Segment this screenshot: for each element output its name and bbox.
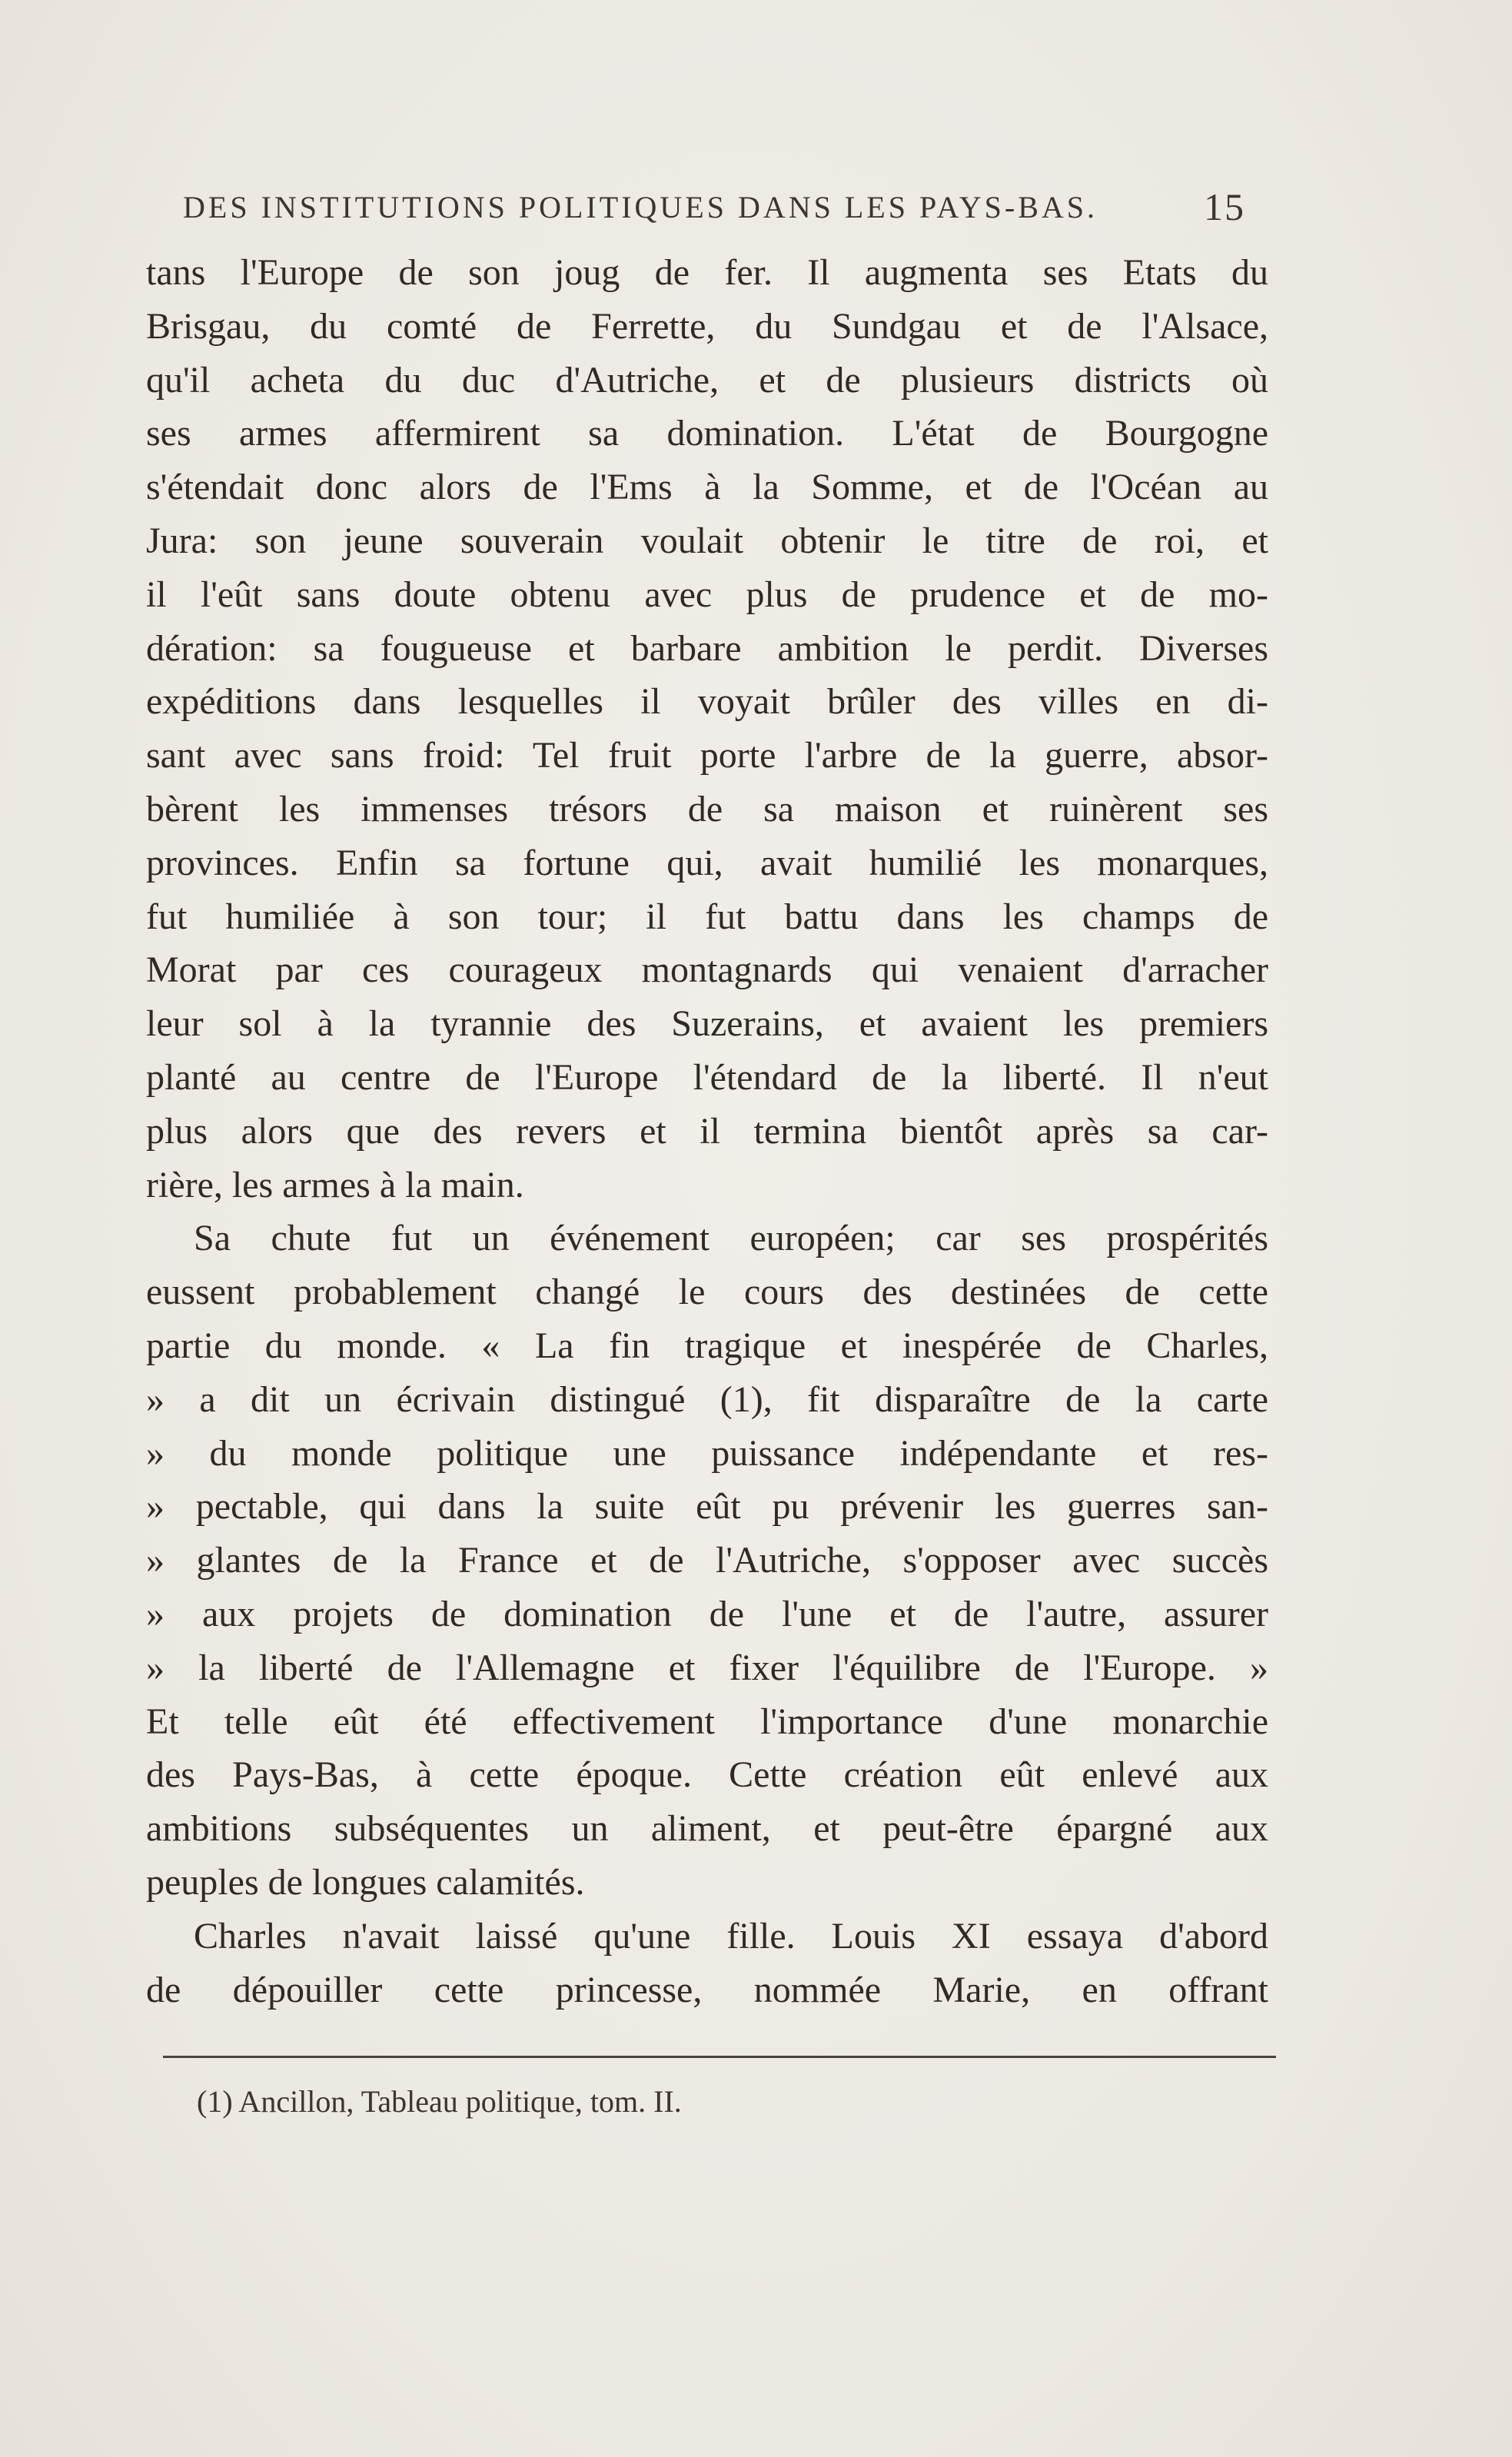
page-number: 15 <box>1204 185 1245 228</box>
text-line: des Pays-Bas, à cette époque. Cette création eût enlevé aux <box>146 1754 1268 1796</box>
text-line: Et telle eût été effectivement l'importance d'une monarchie <box>146 1701 1268 1742</box>
quote-line: » pectable, qui dans la suite eût pu prévenir les guerres san- <box>146 1486 1268 1528</box>
text-line: tans l'Europe de son joug de fer. Il augmenta ses Etats du <box>146 252 1268 293</box>
text-line: s'étendait donc alors de l'Ems à la Somme, et de l'Océan au <box>146 467 1268 508</box>
footnote: (1) Ancillon, Tableau politique, tom. II. <box>197 2084 682 2119</box>
text-line: leur sol à la tyrannie des Suzerains, et avaient les premiers <box>146 1003 1268 1045</box>
body-text <box>146 246 1268 2016</box>
paragraph-end-line: rière, les armes à la main. <box>146 1164 524 1205</box>
text-line: bèrent les immenses trésors de sa maison et ruinèrent ses <box>146 788 1268 830</box>
quote-line: » glantes de la France et de l'Autriche, s'opposer avec succès <box>146 1540 1268 1581</box>
text-line: de dépouiller cette princesse, nommée Marie, en offrant <box>146 1969 1268 2010</box>
text-line: eussent probablement changé le cours des destinées de cette <box>146 1272 1268 1313</box>
paragraph-end-line: peuples de longues calamités. <box>146 1861 585 1903</box>
quote-line: » du monde politique une puissance indépendante et res- <box>146 1432 1268 1474</box>
text-line: Jura: son jeune souverain voulait obtenir le titre de roi, et <box>146 520 1268 561</box>
text-line: Morat par ces courageux montagnards qui venaient d'arracher <box>146 949 1268 991</box>
paragraph-start-line: Charles n'avait laissé qu'une fille. Louis XI essaya d'abord <box>194 1915 1268 1957</box>
running-title: DES INSTITUTIONS POLITIQUES DANS LES PAYS-BAS. <box>183 190 1098 224</box>
text-line: dération: sa fougueuse et barbare ambition le perdit. Diverses <box>146 627 1268 669</box>
text-line: qu'il acheta du duc d'Autriche, et de plusieurs districts où <box>146 359 1268 401</box>
text-line: partie du monde. « La fin tragique et inespérée de Charles, <box>146 1325 1268 1366</box>
text-line: ses armes affermirent sa domination. L'état de Bourgogne <box>146 413 1268 454</box>
page-header <box>183 185 1245 235</box>
text-line: sant avec sans froid: Tel fruit porte l'arbre de la guerre, absor- <box>146 735 1268 776</box>
quote-line: » a dit un écrivain distingué (1), fit disparaître de la carte <box>146 1378 1268 1420</box>
text-line: expéditions dans lesquelles il voyait brûler des villes en di- <box>146 681 1268 723</box>
text-line: ambitions subséquentes un aliment, et peut-être épargné aux <box>146 1808 1268 1850</box>
text-line: il l'eût sans doute obtenu avec plus de prudence et de mo- <box>146 574 1268 615</box>
text-line: planté au centre de l'Europe l'étendard de la liberté. Il n'eut <box>146 1056 1268 1098</box>
footnote-divider <box>163 2056 1276 2058</box>
text-line: plus alors que des revers et il termina bientôt après sa car- <box>146 1110 1268 1152</box>
paragraph-start-line: Sa chute fut un événement européen; car ses prospérités <box>194 1218 1268 1259</box>
quote-line: » la liberté de l'Allemagne et fixer l'équilibre de l'Europe. » <box>146 1647 1268 1688</box>
text-line: fut humiliée à son tour; il fut battu dans les champs de <box>146 896 1268 937</box>
text-line: provinces. Enfin sa fortune qui, avait humilié les monarques, <box>146 842 1268 883</box>
quote-line: » aux projets de domination de l'une et de l'autre, assurer <box>146 1593 1268 1634</box>
text-line: Brisgau, du comté de Ferrette, du Sundgau et de l'Alsace, <box>146 305 1268 347</box>
